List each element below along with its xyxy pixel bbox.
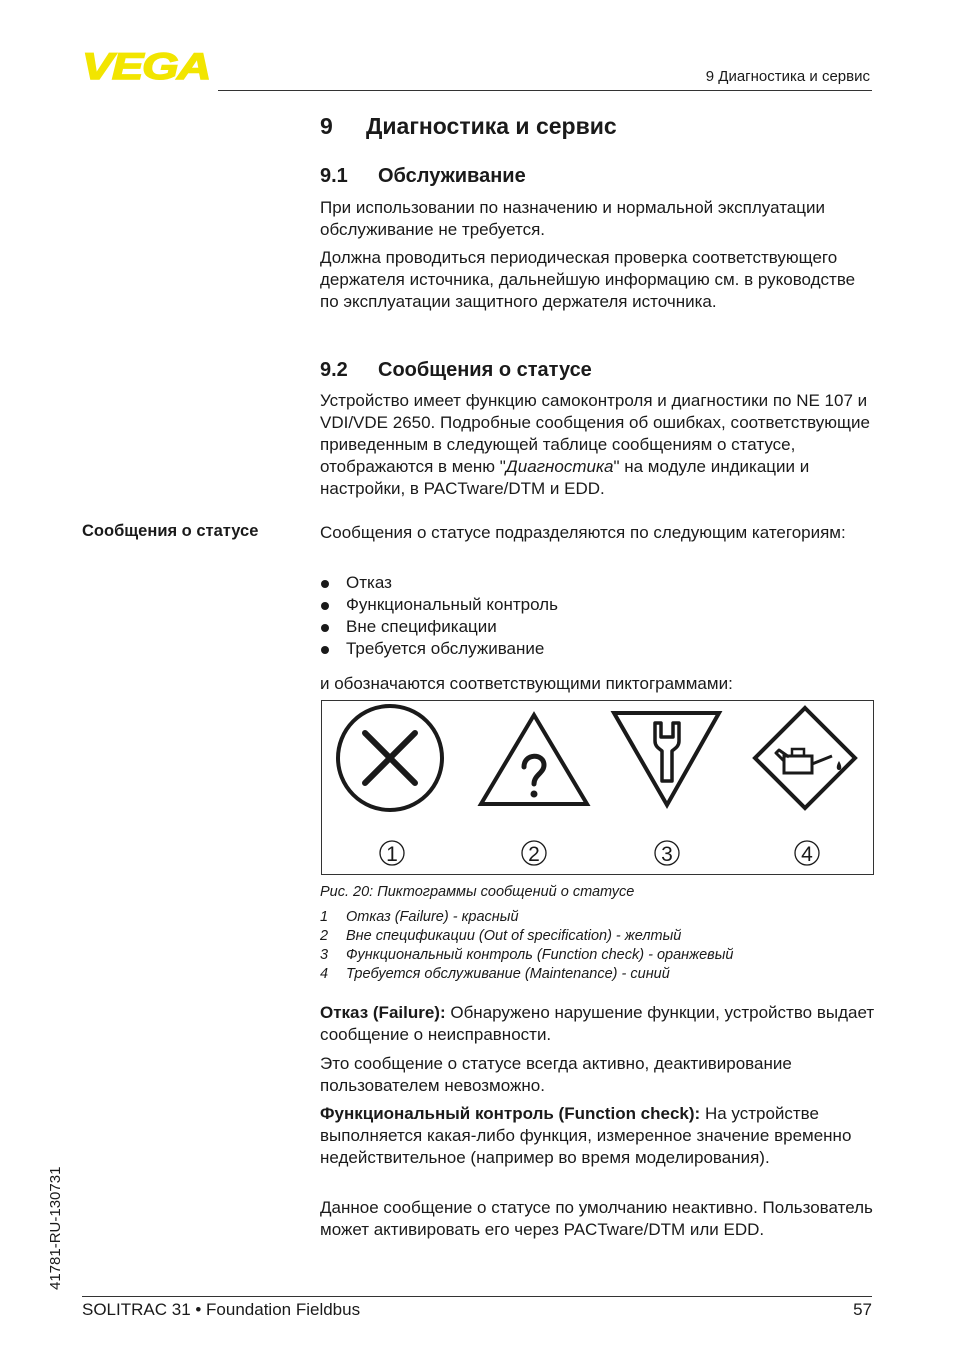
failure-text: Обнаружено нарушение функции, устройство выдает сообщение о неисправности. [320,1003,875,1044]
list-item: Функциональный контроль [320,594,558,616]
status-intro-paragraph [320,390,875,500]
svg-text:3: 3 [661,843,673,866]
header-section-title: 9 Диагностика и сервис [705,68,870,85]
function-check-icon [614,713,719,805]
intro-text: Устройство имеет функцию самоконтроля и диагностики по NE 107 и VDI/VDE 2650. Подробные сообщения об ошибках, соответствующие приведенным в следующей таблице сообщениям о статусе, отображаются в меню " [320,391,870,476]
failure-label: Отказ (Failure): [320,1003,446,1022]
section-title: Обслуживание [378,165,526,187]
maintenance-paragraph-1: При использовании по назначению и нормальной эксплуатации обслуживание не требуется. [320,198,825,239]
failure-note: Это сообщение о статусе всегда активно, деактивирование пользователем невозможно. [320,1054,792,1095]
svg-text:VEGA: VEGA [82,50,210,82]
status-categories-lead: Сообщения о статусе подразделяются по следующим категориям: [320,523,846,542]
menu-name-diagnostics: Диагностика [505,457,614,476]
section-number: 9.1 [320,165,348,187]
document-number: 41781-RU-130731 [47,1166,64,1290]
svg-text:4: 4 [801,843,813,866]
pictograms-lead: и обозначаются соответствующими пиктограммами: [320,674,733,693]
svg-text:2: 2 [528,843,540,866]
section-heading-maintenance [320,165,526,188]
page-number: 57 [853,1300,872,1319]
failure-description [320,1002,875,1046]
header-divider [218,90,872,91]
chapter-title: Диагностика и сервис [366,113,617,139]
pictogram-number-1 [380,841,404,866]
intro-text-end: " на модуле индикации и настройки, в PACTware/DTM и EDD. [320,457,810,498]
function-check-label: Функциональный контроль (Function check): [320,1104,701,1123]
function-check-note: Данное сообщение о статусе по умолчанию неактивно. Пользователь может активировать его через PACTware/DTM или EDD. [320,1198,873,1239]
maintenance-paragraph-2: Должна проводиться периодическая проверка соответствующего держателя источника, дальнейшую информацию см. в руководстве по эксплуатации защитного держателя источника. [320,248,856,311]
vega-logo [82,50,212,82]
status-categories-list [320,572,558,660]
chapter-heading [320,113,617,140]
list-item: Отказ [320,572,558,594]
list-item: Требуется обслуживание [320,638,558,660]
pictogram-number-3 [655,841,679,866]
figure-legend [320,908,733,984]
pictogram-number-2 [522,841,546,866]
section-heading-status-messages [320,359,592,382]
footer-divider [82,1296,872,1297]
maintenance-icon [755,708,855,808]
chapter-number: 9 [320,113,333,139]
out-of-specification-icon [481,715,587,804]
section-number: 9.2 [320,359,348,381]
pictogram-number-4 [795,841,819,866]
legend-item: 3 Функциональный контроль (Function check) - оранжевый [320,947,734,963]
figure-caption: Рис. 20: Пиктограммы сообщений о статусе [320,884,635,900]
footer-product: SOLITRAC 31 • Foundation Fieldbus [82,1300,361,1319]
svg-text:1: 1 [386,843,398,866]
legend-item: 4 Требуется обслуживание (Maintenance) - синий [320,966,670,982]
section-title: Сообщения о статусе [378,359,592,381]
list-item: Вне спецификации [320,616,558,638]
side-label-status-messages: Сообщения о статусе [82,522,259,540]
legend-item: 1 Отказ (Failure) - красный [320,909,519,925]
function-check-text: На устройстве выполняется какая-либо функция, измеренное значение временно недействительное (например во время моделирования). [320,1104,852,1167]
pictograms-figure [321,700,874,875]
function-check-description [320,1103,875,1169]
failure-icon [338,706,442,810]
legend-item: 2 Вне спецификации (Out of specification) - желтый [320,928,682,944]
